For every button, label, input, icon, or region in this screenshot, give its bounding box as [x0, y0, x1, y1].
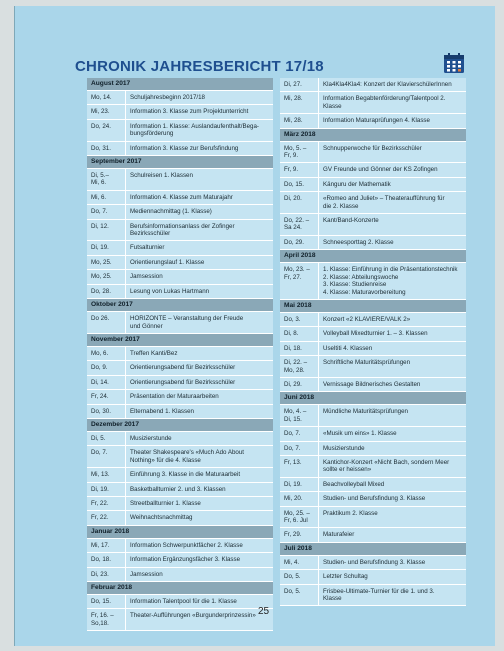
event-description: Information 4. Klasse zum Maturajahr	[130, 193, 233, 201]
event-row	[87, 191, 273, 205]
event-row	[87, 390, 273, 404]
event-description: Streetballturnier 1. Klasse	[130, 499, 201, 507]
event-row	[280, 556, 466, 570]
event-date: Di, 19.	[280, 478, 319, 491]
event-date: Fr, 9.	[280, 163, 319, 176]
event-description: Studien- und Berufsfindung 3. Klasse	[323, 495, 426, 503]
event-description: Information Maturaprüfungen 4. Klasse	[323, 117, 430, 125]
event-date: Do, 28.	[87, 285, 126, 298]
event-row	[87, 553, 273, 567]
month-header: November 2017	[87, 334, 273, 347]
left-column	[87, 78, 273, 631]
event-row	[280, 114, 466, 128]
event-date: Mi, 28.	[280, 114, 319, 127]
event-row	[87, 91, 273, 105]
month-header: Dezember 2017	[87, 419, 273, 432]
event-row	[280, 163, 466, 177]
event-description: Musizierstunde	[130, 434, 172, 442]
event-description: Basketballturnier 2. und 3. Klassen	[130, 485, 226, 493]
month-header: Juni 2018	[280, 392, 466, 405]
event-date: Mo, 5. – Fr, 9.	[280, 142, 319, 163]
event-row	[280, 236, 466, 250]
event-description: Letzter Schultag	[323, 573, 368, 581]
event-date: Mi, 20.	[280, 492, 319, 505]
event-date: Fr, 22.	[87, 497, 126, 510]
page-number: 25	[258, 606, 270, 617]
event-date: Do, 7.	[87, 446, 126, 467]
event-row	[280, 378, 466, 392]
event-description: Kant/Band-Konzerte	[323, 217, 379, 225]
event-row	[87, 568, 273, 582]
event-date: Mo, 25.	[87, 270, 126, 283]
event-description: Treffen Kanti/Bez	[130, 349, 178, 357]
event-row	[87, 312, 273, 334]
event-row	[87, 205, 273, 219]
month-header: Oktober 2017	[87, 299, 273, 312]
event-row	[87, 241, 273, 255]
event-description: Information Talentpool für die 1. Klasse	[130, 598, 237, 605]
event-row	[87, 220, 273, 242]
event-row	[87, 511, 273, 525]
event-date: Mo, 23. – Fr, 27.	[280, 263, 319, 299]
event-date: Mo, 25. – Fr, 6. Jul	[280, 507, 319, 528]
event-description: 1. Klasse: Einführung in die Präsentationstechnik 2. Klasse: Abteilungswoche 3. Klasse: Studienreise 4. Klasse: Maturavorbereitung	[323, 266, 458, 296]
event-row	[280, 478, 466, 492]
event-date: Di, 22. – Mo, 28.	[280, 356, 319, 377]
event-date: Di, 19.	[87, 483, 126, 496]
event-row	[87, 468, 273, 482]
event-row	[87, 361, 273, 375]
event-description: Information Ergänzungsfächer 3. Klasse	[130, 556, 241, 564]
event-date: Di, 20.	[280, 192, 319, 213]
event-date: Do, 9.	[87, 361, 126, 374]
event-date: Fr, 29.	[280, 528, 319, 541]
event-description: Jamsession	[130, 570, 163, 578]
event-description: Kla4Kla4Kla4: Konzert der KlavierschülerInnen	[323, 81, 452, 88]
event-date: Do, 15.	[280, 178, 319, 191]
event-description: Schnupperwoche für Bezirksschüler	[323, 144, 422, 152]
event-date: Mo, 14.	[87, 91, 126, 104]
event-date: Do, 15.	[87, 595, 126, 608]
event-date: Do, 18.	[87, 553, 126, 566]
event-row	[280, 507, 466, 529]
event-date: Do, 31.	[87, 142, 126, 155]
event-row	[280, 492, 466, 506]
event-description: Schriftliche Maturitätsprüfungen	[323, 359, 411, 367]
event-description: Information Begabtenförderung/Talentpool 2. Klasse	[323, 95, 446, 110]
event-row	[280, 442, 466, 456]
event-date: Do, 5.	[280, 570, 319, 583]
event-date: Di, 19.	[87, 241, 126, 254]
event-description: Studien- und Berufsfindung 3. Klasse	[323, 558, 426, 566]
event-row	[87, 256, 273, 270]
event-date: Di, 29.	[280, 378, 319, 391]
event-date: Mi, 6.	[87, 191, 126, 204]
event-date: Di, 18.	[280, 342, 319, 355]
event-date: Do, 5.	[280, 585, 319, 606]
event-row	[87, 105, 273, 119]
event-description: Information Schwerpunktfächer 2. Klasse	[130, 541, 243, 549]
event-date: Fr, 16. – So,18.	[87, 609, 126, 630]
event-description: «Romeo and Juliet» – Theateraufführung für die 2. Klasse	[323, 195, 445, 210]
event-date: Do, 22. – Sa 24.	[280, 214, 319, 235]
event-date: Di, 27.	[280, 78, 319, 91]
event-date: Mi, 4.	[280, 556, 319, 569]
event-date: Fr, 13.	[280, 456, 319, 477]
event-date: Do 26.	[87, 312, 126, 333]
page-title: CHRONIK JAHRESBERICHT 17/18	[75, 58, 324, 75]
event-description: «Musik um eins» 1. Klasse	[323, 430, 397, 438]
event-date: Mi, 13.	[87, 468, 126, 481]
event-row	[87, 497, 273, 511]
event-description: Elternabend 1. Klassen	[130, 407, 194, 415]
event-row	[87, 120, 273, 142]
event-description: Frisbee-Ultimate-Turnier für die 1. und 3. Klasse	[323, 587, 435, 603]
month-header: Mai 2018	[280, 300, 466, 313]
event-description: Jamsession	[130, 273, 163, 281]
event-description: Orientierungslauf 1. Klasse	[130, 258, 205, 266]
right-column	[280, 78, 466, 606]
page-sheet	[14, 6, 495, 646]
event-date: Di, 14.	[87, 376, 126, 389]
event-date: Do, 7.	[280, 427, 319, 440]
event-description: GV Freunde und Gönner der KS Zofingen	[323, 166, 438, 174]
event-row	[280, 405, 466, 427]
month-header: August 2017	[87, 78, 273, 91]
event-description: Futsalturnier	[130, 244, 165, 252]
event-date: Di, 5.– Mi, 6.	[87, 169, 126, 190]
event-row	[87, 483, 273, 497]
event-description: Information 3. Klasse zur Berufsfindung	[130, 144, 239, 152]
event-date: Do, 3.	[280, 313, 319, 326]
event-row	[280, 528, 466, 542]
event-date: Fr, 24.	[87, 390, 126, 403]
event-row	[280, 178, 466, 192]
event-description: HORIZONTE – Veranstaltung der Freude und Gönner	[130, 315, 244, 330]
event-description: Berufsinformationsanlass der Zofinger Bezirksschüler	[130, 222, 235, 238]
event-date: Fr, 22.	[87, 511, 126, 524]
event-row	[280, 342, 466, 356]
event-row	[280, 356, 466, 378]
event-row	[87, 270, 273, 284]
event-row	[280, 585, 466, 607]
event-row	[280, 214, 466, 236]
event-date: Do, 7.	[87, 205, 126, 218]
event-date: Mo, 6.	[87, 347, 126, 360]
event-description: Lesung von Lukas Hartmann	[130, 287, 210, 295]
event-description: Konzert «2 KLAVIERE/VALK 2»	[323, 315, 411, 323]
event-date: Do, 29.	[280, 236, 319, 249]
event-description: Maturafeier	[323, 531, 355, 539]
event-description: Mediennachmittag (1. Klasse)	[130, 208, 212, 216]
event-description: Theater Shakespeare's «Much Ado About Nothing» für die 4. Klasse	[130, 449, 245, 464]
event-row	[87, 376, 273, 390]
event-description: Information 1. Klasse: Auslandaufenthalt/Bega- bungsförderung	[130, 122, 259, 138]
event-date: Mo, 25.	[87, 256, 126, 269]
event-row	[87, 609, 273, 631]
event-row	[87, 405, 273, 419]
month-header: April 2018	[280, 250, 466, 263]
event-date: Do, 24.	[87, 120, 126, 141]
calendar-icon	[443, 52, 465, 74]
event-description: Schuljahresbeginn 2017/18	[130, 94, 205, 101]
event-row	[87, 169, 273, 191]
event-description: Volleyball Mixedturnier 1. – 3. Klassen	[323, 330, 428, 338]
event-row	[87, 285, 273, 299]
event-date: Mi, 23.	[87, 105, 126, 118]
event-row	[87, 539, 273, 553]
event-row	[87, 347, 273, 361]
event-description: Beachvolleyball Mixed	[323, 480, 385, 488]
event-description: Einführung 3. Klasse in die Maturaarbeit	[130, 471, 241, 479]
event-row	[87, 142, 273, 156]
event-date: Di, 23.	[87, 568, 126, 581]
event-row	[280, 142, 466, 164]
event-date: Mi, 17.	[87, 539, 126, 552]
event-row	[280, 570, 466, 584]
event-description: Schneesporttag 2. Klasse	[323, 238, 394, 246]
event-row	[280, 192, 466, 214]
event-date: Do, 7.	[280, 442, 319, 455]
month-header: Juli 2018	[280, 543, 466, 556]
event-description: Schulreisen 1. Klassen	[130, 172, 193, 180]
event-row	[87, 432, 273, 446]
event-description: Känguru der Mathematik	[323, 180, 391, 188]
event-row	[280, 92, 466, 114]
event-description: Information 3. Klasse zum Projektunterricht	[130, 108, 249, 116]
month-header: Januar 2018	[87, 526, 273, 539]
header	[75, 52, 465, 76]
event-description: Präsentation der Maturaarbeiten	[130, 393, 219, 401]
month-header: März 2018	[280, 129, 466, 142]
event-description: Musizierstunde	[323, 444, 365, 452]
event-row	[87, 446, 273, 468]
event-description: Vernissage Bildnerisches Gestalten	[323, 380, 421, 388]
event-row	[280, 313, 466, 327]
event-description: Orientierungsabend für Bezirksschüler	[130, 364, 236, 372]
event-date: Do, 30.	[87, 405, 126, 418]
event-date: Di, 5.	[87, 432, 126, 445]
event-description: Orientierungsabend für Bezirksschüler	[130, 378, 236, 386]
event-date: Mi, 28.	[280, 92, 319, 113]
event-description: Theater-Aufführungen «Burgunderprinzessin»	[130, 612, 256, 620]
event-row	[87, 595, 273, 609]
event-row	[280, 263, 466, 300]
event-description: Kantichor-Konzert «Nicht Bach, sondern Meer sollte er heissen»	[323, 458, 450, 474]
event-row	[280, 327, 466, 341]
event-row	[280, 427, 466, 441]
event-description: Weihnachtsnachmittag	[130, 514, 193, 522]
event-row	[280, 78, 466, 92]
event-description: Useltiti 4. Klassen	[323, 344, 373, 352]
event-date: Di, 8.	[280, 327, 319, 340]
event-date: Di, 12.	[87, 220, 126, 241]
event-description: Praktikum 2. Klasse	[323, 509, 378, 517]
event-date: Mo, 4. – Di, 15.	[280, 405, 319, 426]
event-description: Mündliche Maturitätsprüfungen	[323, 408, 408, 416]
month-header: September 2017	[87, 156, 273, 169]
month-header: Februar 2018	[87, 582, 273, 595]
event-row	[280, 456, 466, 478]
